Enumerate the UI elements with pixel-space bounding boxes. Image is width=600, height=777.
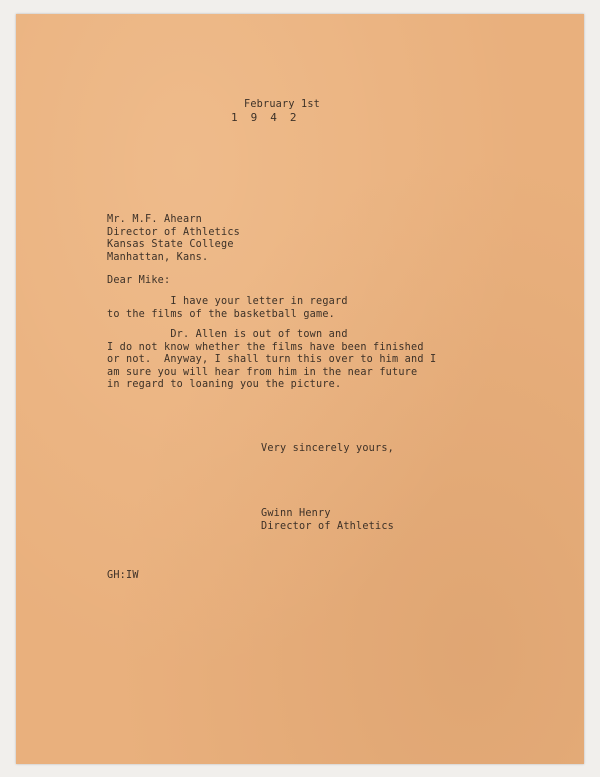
signer-name: Gwinn Henry [261, 508, 331, 519]
paragraph-line: in regard to loaning you the picture. [107, 379, 342, 390]
paragraph-line: I do not know whether the films have been finished [107, 341, 424, 353]
paragraph-line: I have your letter in regard [107, 296, 348, 307]
paragraph-line: to the films of the basketball game. [107, 308, 336, 320]
paragraph-line: am sure you will hear from him in the near future [107, 366, 418, 378]
date-year: 1 9 4 2 [231, 111, 300, 124]
recipient-organization: Kansas State College [107, 239, 234, 250]
closing: Very sincerely yours, [261, 443, 395, 454]
body-paragraph-2 [107, 329, 436, 392]
paragraph-line: or not. Anyway, I shall turn this over to him and I [107, 354, 437, 365]
salutation: Dear Mike: [107, 275, 171, 286]
recipient-address [107, 214, 240, 264]
paragraph-line: Dr. Allen is out of town and [107, 329, 348, 340]
date-month-day: February 1st [244, 99, 321, 110]
recipient-title: Director of Athletics [107, 226, 241, 238]
recipient-name: Mr. M.F. Ahearn [107, 214, 203, 225]
signer-title: Director of Athletics [261, 520, 395, 532]
recipient-city: Manhattan, Kans. [107, 251, 209, 263]
reference-initials: GH:IW [107, 570, 139, 581]
signature-block [261, 508, 394, 533]
body-paragraph-1 [107, 296, 348, 321]
